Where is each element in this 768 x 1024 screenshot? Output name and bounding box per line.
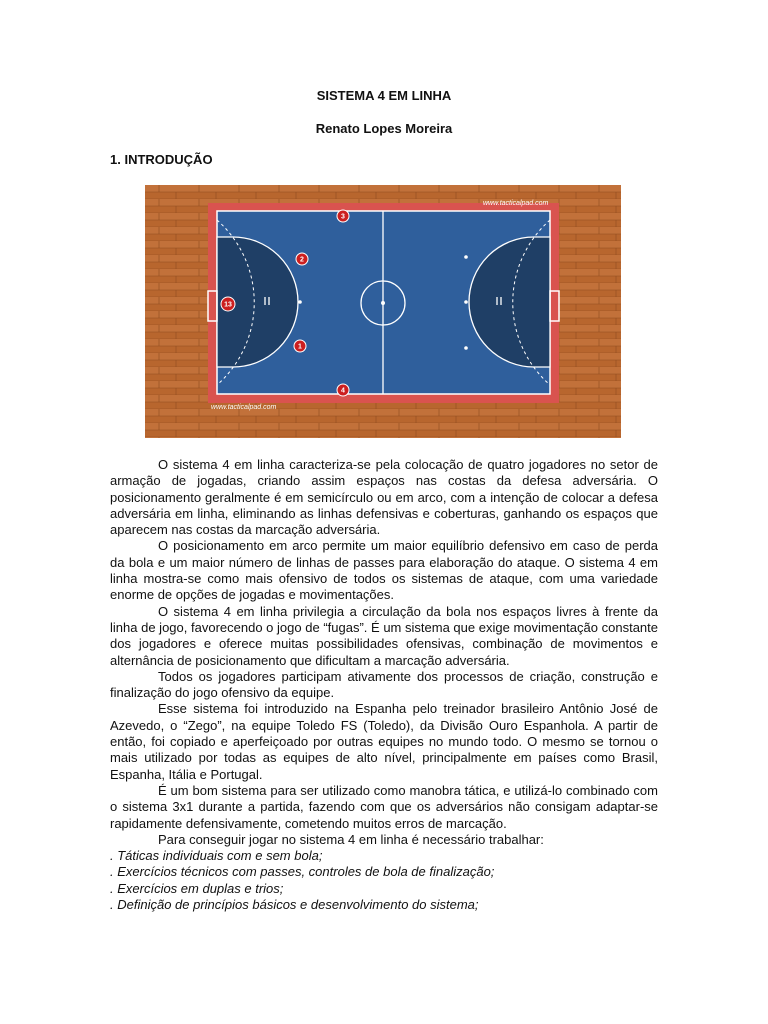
body-text (110, 457, 658, 913)
futsal-court-diagram (145, 185, 621, 438)
futsal-court-figure (145, 185, 621, 438)
section-heading: 1. INTRODUÇÃO (110, 152, 213, 167)
center-spot (381, 301, 385, 305)
player-number: 2 (300, 256, 304, 264)
paragraph: Todos os jogadores participam ativamente dos processos de criação, construção e finalização do jogo ofensivo da equipe. (110, 668, 658, 701)
paragraph: Para conseguir jogar no sistema 4 em linha é necessário trabalhar: (158, 831, 544, 847)
list-item: . Exercícios em duplas e trios; (110, 880, 284, 896)
player-number: 3 (341, 213, 345, 221)
left-second-penalty-spot (298, 300, 302, 304)
player-marker (337, 210, 349, 222)
right-upper-spot (464, 255, 468, 259)
list-item: . Táticas individuais com e sem bola; (110, 848, 323, 864)
watermark-bottom: www.tacticalpad.com (211, 404, 277, 411)
watermark-top: www.tacticalpad.com (483, 200, 549, 207)
player-number: 13 (224, 301, 232, 309)
author-name: Renato Lopes Moreira (315, 121, 453, 136)
paragraph: É um bom sistema para ser utilizado como manobra tática, e utilizá-lo combinado com o sistema 3x1 durante a partida, fazendo com que os adversários não consigam adaptar-se rapidamente defensivamente, cometendo muitos erros de marcação. (110, 782, 658, 831)
right-second-penalty-spot (464, 300, 468, 304)
player-marker (296, 253, 308, 265)
paragraph: O sistema 4 em linha privilegia a circulação da bola nos espaços livres à frente da linha de jogo, favorecendo o jogo de “fugas”. É um sistema que exige movimentação constante dos jogadores e oferece muitas possibilidades ofensivas, combinação de movimentos e alternância de posicionamento que dificultam a marcação adversária. (110, 603, 658, 668)
right-lower-spot (464, 346, 468, 350)
list-item: . Exercícios técnicos com passes, controles de bola de finalização; (110, 864, 495, 880)
paragraph: O sistema 4 em linha caracteriza-se pela colocação de quatro jogadores no setor de armação de jogadas, criando assim espaços nas costas da defesa adversária. O posicionamento geralmente é em semicírculo ou em arco, com a intenção de colocar a defesa adversária em linha, eliminando as linhas defensivas e coberturas, ganhando os espaços que aparecem nas costas da marcação adversária. (110, 457, 658, 538)
list-item: . Definição de princípios básicos e desenvolvimento do sistema; (110, 897, 479, 913)
page-title: SISTEMA 4 EM LINHA (316, 88, 452, 103)
paragraph: O posicionamento em arco permite um maior equilíbrio defensivo em caso de perda da bola e um maior número de linhas de passes para elaboração do ataque. O sistema 4 em linha mostra-se como mais ofensivo de todos os sistemas de ataque, com uma variedade enorme de opções de jogadas e movimentações. (110, 538, 658, 603)
player-marker (337, 384, 349, 396)
paragraph: Esse sistema foi introduzido na Espanha pelo treinador brasileiro Antônio José de Azevedo, o “Zego”, na equipe Toledo FS (Toledo), da Divisão Ouro Espanhola. A partir de então, foi copiado e aperfeiçoado por outras equipes no mundo todo. O mesmo se tornou o mais utilizado por todas as equipes de alto nível, principalmente em países como Brasil, Espanha, Itália e Portugal. (110, 701, 658, 782)
player-number: 4 (341, 387, 345, 395)
player-marker (221, 297, 235, 311)
player-marker (294, 340, 306, 352)
player-number: 1 (298, 343, 302, 351)
